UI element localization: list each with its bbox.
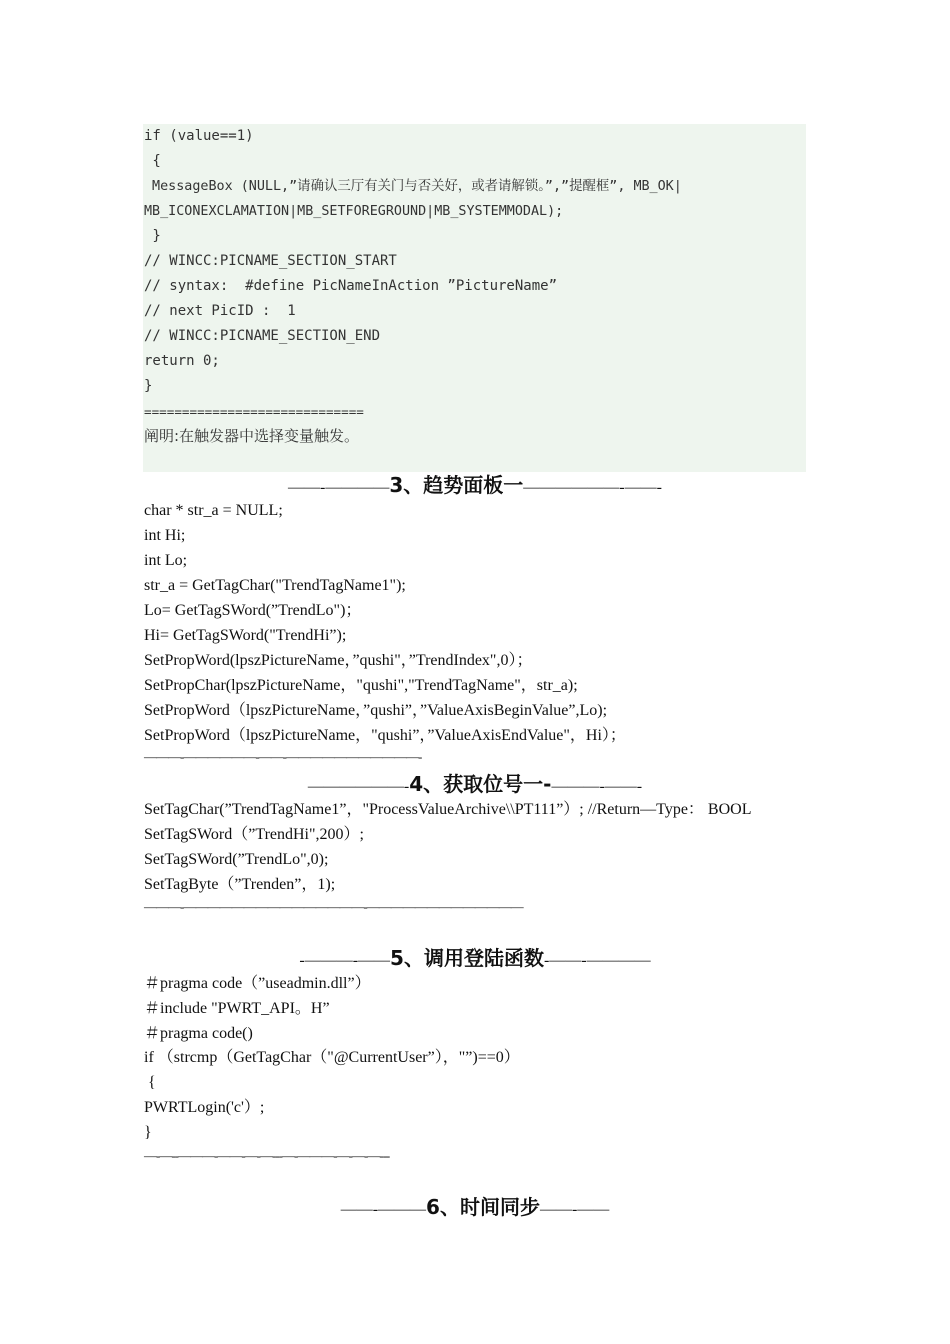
code-line: MessageBox (NULL,”请确认三厅有关门与否关好，或者请解锁。”,”提醒框”, MB_OK|: [144, 179, 682, 194]
code-line: ＃pragma code(): [144, 1025, 253, 1042]
heading-dash-left: ——————-: [307, 778, 410, 795]
code-line: Hi= GetTagSWord("TrendHi”);: [144, 627, 347, 644]
code-line: Lo= GetTagSWord(”TrendLo")；: [144, 602, 362, 619]
heading-title: 4、获取位号一-: [409, 772, 552, 796]
code-line: // WINCC:PICNAME_SECTION_START: [144, 253, 397, 269]
code-line: }: [144, 228, 161, 244]
heading-title: 5、调用登陆函数: [390, 946, 544, 970]
code-line: }: [144, 1124, 152, 1141]
code-line: int Lo;: [144, 552, 188, 569]
code-line: str_a = GetTagChar("TrendTagName1");: [144, 577, 406, 594]
heading-dash-left: ——-———: [340, 1201, 427, 1218]
code-line: {: [144, 153, 161, 169]
code-explanation: 阐明:在触发器中选择变量触发。: [144, 427, 360, 445]
section-separator: ———-———————————————-—————————————: [144, 899, 523, 914]
code-line: // WINCC:PICNAME_SECTION_END: [144, 328, 381, 344]
code-line: // syntax: #define PicNameInAction ”PictureName”: [144, 278, 558, 294]
section-heading-5: [0, 944, 950, 975]
section-heading-3: [0, 471, 950, 502]
section-heading-6: [0, 1193, 950, 1224]
code-line: MB_ICONEXCLAMATION|MB_SETFOREGROUND|MB_SYSTEMMODAL);: [144, 204, 564, 219]
code-line: // next PicID : 1: [144, 303, 296, 319]
section-separator: ———-——————-——-———————————-: [144, 749, 422, 764]
heading-dash-left: ——-————: [288, 479, 390, 496]
heading-dash-right: -——-————: [543, 952, 651, 969]
code-line: SetPropWord（lpszPictureName，"qushi”，”ValueAxisEndValue"，Hi）；: [144, 727, 626, 744]
heading-title: 3、趋势面板一: [389, 473, 524, 497]
code-line: PWRTLogin('c'）;: [144, 1099, 265, 1116]
heading-dash-right: ———-——-: [551, 778, 643, 795]
code-line: if （strcmp（GetTagChar（"@CurrentUser”），"”)==0）: [144, 1049, 520, 1066]
code-line: SetPropWord(lpszPictureName，”qushi"，”TrendIndex",0）；: [144, 652, 533, 669]
code-line: SetPropChar(lpszPictureName，"qushi","TrendTagName"，str_a);: [144, 677, 578, 694]
code-line: if (value==1): [144, 128, 254, 144]
code-line: SetPropWord（lpszPictureName，”qushi”，”ValueAxisBeginValue”,Lo);: [144, 702, 608, 719]
code-line: return 0;: [144, 353, 220, 369]
code-line: }: [144, 378, 153, 394]
code-line: SetTagChar(”TrendTagName1”，"ProcessValueArchive\\PT111”）; //Return—Type： BOOL: [144, 801, 752, 818]
code-line: ＃pragma code（”useadmin.dll”）: [144, 975, 371, 992]
code-line: SetTagSWord(”TrendLo",0);: [144, 851, 329, 868]
heading-title: 6、时间同步: [426, 1195, 540, 1219]
code-line: char * str_a = NULL;: [144, 502, 283, 519]
code-line: SetTagByte（”Trenden”，1);: [144, 876, 336, 893]
code-line: {: [144, 1074, 156, 1091]
heading-dash-right: ——-——: [539, 1201, 610, 1218]
section-separator: —-—--———-——-—-—---—-———-—-—-—---: [144, 1148, 390, 1163]
heading-dash-left: -———-——: [299, 952, 391, 969]
code-line: int Hi;: [144, 527, 186, 544]
code-line: ＃include "PWRT_API。H”: [144, 1000, 330, 1017]
code-separator: =============================: [144, 404, 364, 419]
heading-dash-right: ——————-——-: [523, 479, 662, 496]
code-line: SetTagSWord（”TrendHi",200）;: [144, 826, 364, 843]
